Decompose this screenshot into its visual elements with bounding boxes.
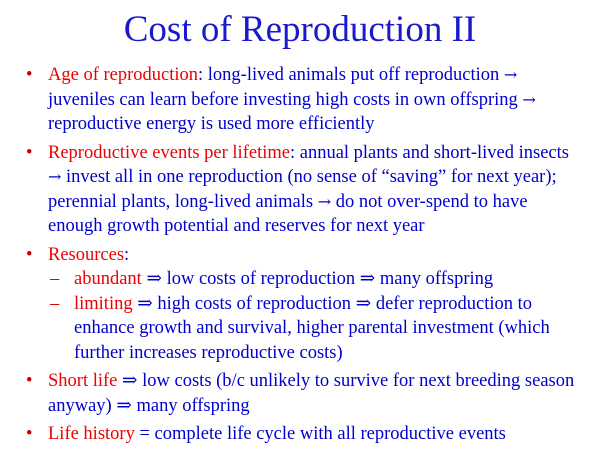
bullet-icon: • (26, 424, 33, 444)
sub-bullet-limiting (26, 292, 586, 366)
slide-body (26, 63, 586, 451)
bullet-life-history (26, 422, 586, 447)
arrow-icon: → (503, 65, 518, 84)
bullet-text: invest all in one reproduction (no sense of “saving” for next year); perennial plants, long-lived animals (48, 167, 557, 212)
sub-bullet-text: low costs of reproduction (166, 269, 356, 289)
implies-icon: ⇒ (116, 395, 132, 416)
dash-icon: – (50, 293, 60, 314)
bullet-text: juveniles can learn before investing high costs in own offspring (48, 89, 518, 110)
bullet-age-of-reproduction (26, 63, 586, 137)
bullet-icon: • (26, 65, 33, 85)
bullet-reproductive-events (26, 141, 586, 239)
bullet-label: Age of reproduction (48, 65, 199, 85)
implies-icon: ⇒ (137, 293, 153, 314)
bullet-label: Resources (48, 244, 125, 265)
sub-bullet-text: many offspring (379, 269, 494, 289)
bullet-text: do not over-spend to have enough growth potential and reserves for next year (48, 191, 528, 236)
implies-icon: ⇒ (122, 371, 138, 391)
bullet-label: Short life (48, 371, 118, 391)
implies-icon: ⇒ (359, 269, 376, 289)
bullet-icon: • (26, 142, 33, 163)
sub-bullet-text: high costs of reproduction (157, 293, 352, 314)
implies-icon: ⇒ (355, 293, 372, 314)
arrow-icon: → (522, 89, 536, 109)
bullet-text: low costs (b/c unlikely to survive for next breeding season anyway) (48, 371, 575, 416)
arrow-icon: → (48, 167, 62, 186)
slide-title: Cost of Reproduction II (123, 9, 477, 50)
bullet-text: reproductive energy is used more efficiently (48, 114, 375, 134)
bullet-label: Life history (48, 424, 135, 444)
sub-bullet-abundant (26, 267, 586, 292)
bullet-short-life (26, 369, 586, 418)
sub-bullet-label: abundant (74, 269, 142, 289)
bullet-text: : long-lived animals put off reproduction (198, 65, 500, 85)
bullet-text: : annual plants and short-lived insects (289, 142, 569, 163)
bullet-label: Reproductive events per lifetime (48, 142, 290, 163)
sub-bullet-text: defer reproduction to enhance growth and survival, higher parental investment (which further increases reproductive costs) (74, 293, 550, 363)
sub-bullet-label: limiting (74, 293, 133, 314)
bullet-text: = complete life cycle with all reproductive events (139, 424, 506, 444)
implies-icon: ⇒ (146, 269, 162, 289)
bullet-icon: • (26, 244, 33, 265)
bullet-resources (26, 243, 586, 268)
arrow-icon: → (317, 191, 332, 211)
bullet-icon: • (26, 371, 33, 391)
bullet-text: : (124, 244, 130, 265)
dash-icon: – (50, 269, 60, 289)
bullet-text: many offspring (136, 395, 250, 416)
